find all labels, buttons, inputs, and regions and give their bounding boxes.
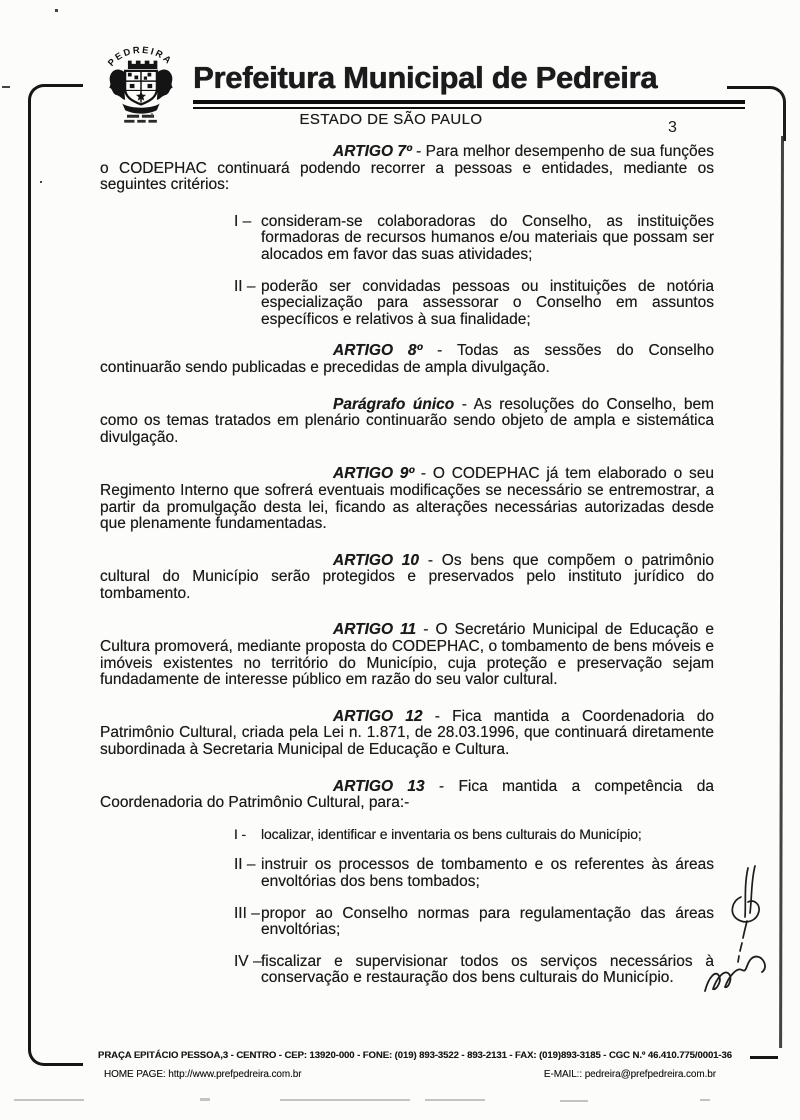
- scan-speck: [40, 181, 42, 183]
- list-item: [234, 954, 714, 987]
- article-text: - O CODEPHAC já tem elaborado o seu Regimento Interno que sofrerá eventuais modificações se necessário se entremostrar, a partir da promulgação desta lei, ficando as alterações necessárias autorizadas desde que plenamente fundamentadas.: [100, 465, 714, 533]
- emblem-left-supporter: [109, 69, 125, 99]
- page-number: 3: [668, 119, 677, 136]
- item-text: poderão ser convidadas pessoas ou instituições de notória especialização para assessorar o Conselho em assuntos específicos e relativos à sua finalidade;: [261, 277, 714, 328]
- footer-address-line: PRAÇA EPITÁCIO PESSOA,3 - CENTRO - CEP: 13920-000 - FONE: (019) 893-3522 - 893-2131 - FAX: (019)893-3185 - CGC N.º 46.410.775/0001-36: [98, 1050, 732, 1061]
- article-label: ARTIGO 7º: [333, 143, 412, 160]
- item-marker: III –: [234, 904, 260, 922]
- article-text: - As resoluções do Conselho, bem como os temas tratados em plenário continuarão sendo objeto de ampla e sistemática divulgação.: [100, 395, 715, 446]
- article-label: ARTIGO 10: [333, 551, 420, 569]
- article-text: - Fica mantida a Coordenadoria do Patrimônio Cultural, criada pela Lei n. 1.871, de 28.03.1996, que continuará diretamente subordinada à Secretaria Municipal de Educação e Cultura.: [100, 707, 715, 759]
- article-text: - Fica mantida a competência da Coordenadoria do Patrimônio Cultural, para:-: [100, 777, 715, 812]
- list-item: [234, 826, 714, 843]
- scan-speck: [2, 86, 10, 88]
- scanner-noise: [425, 1099, 485, 1101]
- scanner-noise: [14, 1099, 84, 1101]
- emblem-motto-line: [127, 115, 139, 118]
- page-border-left: [28, 84, 83, 1066]
- article-11-paragraph: [100, 622, 714, 688]
- emblem-right-supporter: [157, 69, 173, 99]
- scanner-noise: [700, 1099, 710, 1101]
- item-text: instruir os processos de tombamento e os referentes às áreas envoltórias dos bens tombados;: [261, 856, 714, 890]
- page-border-bottom-right-dash: [750, 1056, 778, 1059]
- page-title: Prefeitura Municipal de Pedreira: [193, 60, 658, 95]
- emblem-arc-text: PEDREIRA: [105, 44, 175, 69]
- article-text: - O Secretário Municipal de Educação e Cultura promoverá, mediante proposta do CODEPHAC, o tombamento de bens móveis e imóveis existentes no território do Município, cuja proteção e preservação sejam fundadamente de interesse público em razão do seu valor cultural.: [100, 621, 714, 689]
- article-text: - Os bens que compõem o patrimônio cultural do Município serão protegidos e preservados pelo instituto jurídico do tombamento.: [100, 551, 715, 602]
- article-label: ARTIGO 9º: [333, 465, 415, 483]
- emblem-motto-line: [124, 120, 134, 123]
- emblem-motto-line: [137, 120, 145, 123]
- emblem-motto-line: [148, 120, 156, 123]
- article-label: ARTIGO 12: [333, 707, 423, 725]
- item-marker: IV –: [234, 952, 262, 970]
- article-text: - Todas as sessões do Conselho continuarão sendo publicadas e precedidas de ampla divulgação.: [100, 342, 714, 376]
- emblem-crown: [128, 61, 157, 69]
- scan-speck: [151, 113, 153, 117]
- item-text: localizar, identificar e inventaria os bens culturais do Município;: [261, 825, 642, 842]
- footer-contact-line: [104, 1069, 716, 1080]
- article-12-paragraph: [100, 709, 714, 759]
- item-text: consideram-se colaboradoras do Conselho, as instituições formadoras de recursos humanos e/ou materiais que possam ser alocados em favor das suas atividades;: [261, 212, 714, 263]
- document-body: [100, 144, 714, 987]
- article-label: ARTIGO 13: [333, 777, 425, 795]
- scanner-noise: [560, 1100, 588, 1102]
- item-text: propor ao Conselho normas para regulamentação das áreas envoltórias;: [261, 904, 714, 939]
- page-border-right: [779, 136, 783, 1048]
- footer-email: E-MAIL:: pedreira@prefpedreira.com.br: [543, 1069, 716, 1080]
- list-item: [234, 906, 714, 939]
- article-label: Parágrafo único: [333, 395, 455, 413]
- article-label: ARTIGO 8º: [333, 342, 423, 360]
- item-marker: II –: [234, 277, 256, 295]
- item-text: fiscalizar e supervisionar todos os serviços necessários à conservação e restauração dos bens culturais do Município.: [261, 952, 714, 987]
- article-10-paragraph: [100, 553, 714, 603]
- scanner-noise: [200, 1098, 210, 1101]
- list-item: [234, 279, 714, 329]
- article-13-paragraph: [100, 779, 714, 812]
- item-marker: I –: [234, 212, 252, 230]
- article-text: - Para melhor desempenho de sua funções o CODEPHAC continuará podendo recorrer a pessoas e entidades, mediante os seguintes critérios:: [100, 143, 714, 194]
- article-label: ARTIGO 11: [333, 621, 417, 639]
- item-marker: I -: [234, 825, 246, 842]
- coat-of-arms-icon: [99, 38, 183, 128]
- list-item: [234, 214, 714, 264]
- article-7-paragraph: [100, 144, 714, 194]
- scan-speck: [55, 9, 58, 12]
- item-marker: II –: [234, 856, 256, 874]
- sole-paragraph: [100, 397, 714, 447]
- article-9-paragraph: [100, 466, 714, 532]
- scanner-noise: [280, 1099, 410, 1101]
- title-double-underline: [193, 100, 745, 109]
- list-item: [234, 857, 714, 890]
- article-8-paragraph: [100, 343, 714, 376]
- footer-home-page: HOME PAGE: http://www.prefpedreira.com.br: [104, 1069, 302, 1080]
- state-subtitle: ESTADO DE SÃO PAULO: [299, 111, 483, 128]
- handwritten-initials-icon: [698, 943, 776, 1001]
